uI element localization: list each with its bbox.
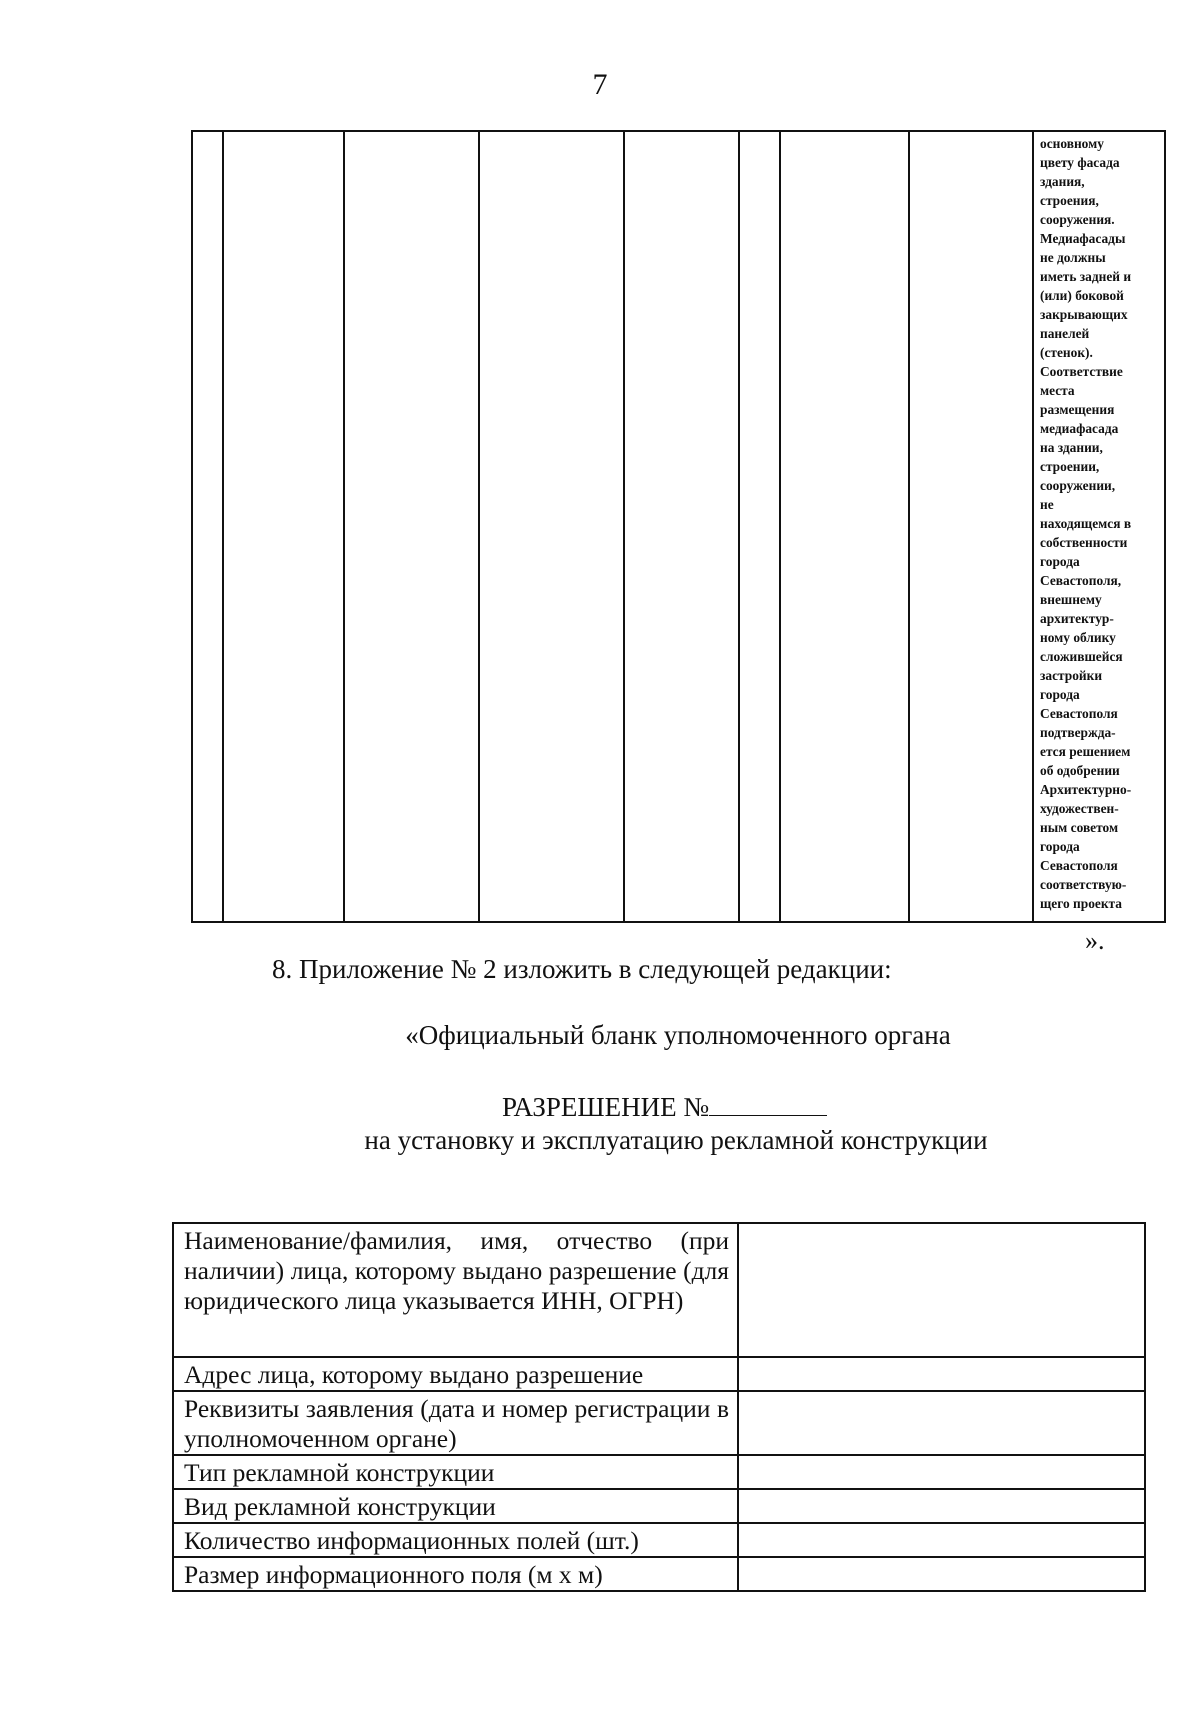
table-column-divider: [908, 132, 910, 921]
table-column-divider: [779, 132, 781, 921]
table-row: [173, 1391, 1145, 1455]
table-column-divider: [222, 132, 224, 921]
row-label: Размер информационного поля (м х м): [173, 1557, 738, 1591]
table-cell-requirements: основному цвету фасада здания, строения, сооружения. Медиафасады не должны иметь задней и (или) боковой закрывающих панелей (стенок). Соответствие места размещения медиафасада на здании, строении, сооружении, не находящемся в собственности города Севастополя, внешнему архитектур- ному облику сложившейся застройки города Севастополя подтвержда- ется решением об одобрении Архитектурно- художествен- ным советом города Севастополя соответствую- щего проекта: [1040, 136, 1132, 911]
permit-form-table: [172, 1222, 1146, 1592]
permit-number-blank[interactable]: [709, 1091, 827, 1116]
row-value[interactable]: [738, 1489, 1145, 1523]
table-column-divider: [623, 132, 625, 921]
table-row: [173, 1523, 1145, 1557]
table-column-divider: [343, 132, 345, 921]
table-row: [173, 1455, 1145, 1489]
table-column-divider: [738, 132, 740, 921]
row-label: Тип рекламной конструкции: [173, 1455, 738, 1489]
row-value[interactable]: [738, 1455, 1145, 1489]
row-label: Вид рекламной конструкции: [173, 1489, 738, 1523]
table-column-divider: [478, 132, 480, 921]
table-row: [173, 1489, 1145, 1523]
row-label: Реквизиты заявления (дата и номер регистрации в уполномоченном органе): [173, 1391, 738, 1455]
row-label: Адрес лица, которому выдано разрешение: [173, 1357, 738, 1391]
permit-title: [502, 1091, 827, 1123]
table-row: [173, 1357, 1145, 1391]
table-row: [173, 1223, 1145, 1357]
closing-quote: ».: [1085, 926, 1105, 955]
permit-title-text: РАЗРЕШЕНИЕ №: [502, 1092, 710, 1122]
continuation-table: [191, 130, 1166, 923]
row-value[interactable]: [738, 1223, 1145, 1357]
row-label: Количество информационных полей (шт.): [173, 1523, 738, 1557]
row-value[interactable]: [738, 1557, 1145, 1591]
page-number: 7: [592, 68, 608, 101]
row-value[interactable]: [738, 1357, 1145, 1391]
official-blank-heading: «Официальный бланк уполномоченного органа: [405, 1020, 951, 1050]
permit-subtitle: на установку и эксплуатацию рекламной конструкции: [364, 1125, 988, 1155]
row-value[interactable]: [738, 1523, 1145, 1557]
table-row: [173, 1557, 1145, 1591]
paragraph-8: 8. Приложение № 2 изложить в следующей редакции:: [272, 954, 892, 984]
row-label: Наименование/фамилия, имя, отчество (при наличии) лица, которому выдано разрешение (для юридического лица указывается ИНН, ОГРН): [173, 1223, 738, 1357]
row-value[interactable]: [738, 1391, 1145, 1455]
